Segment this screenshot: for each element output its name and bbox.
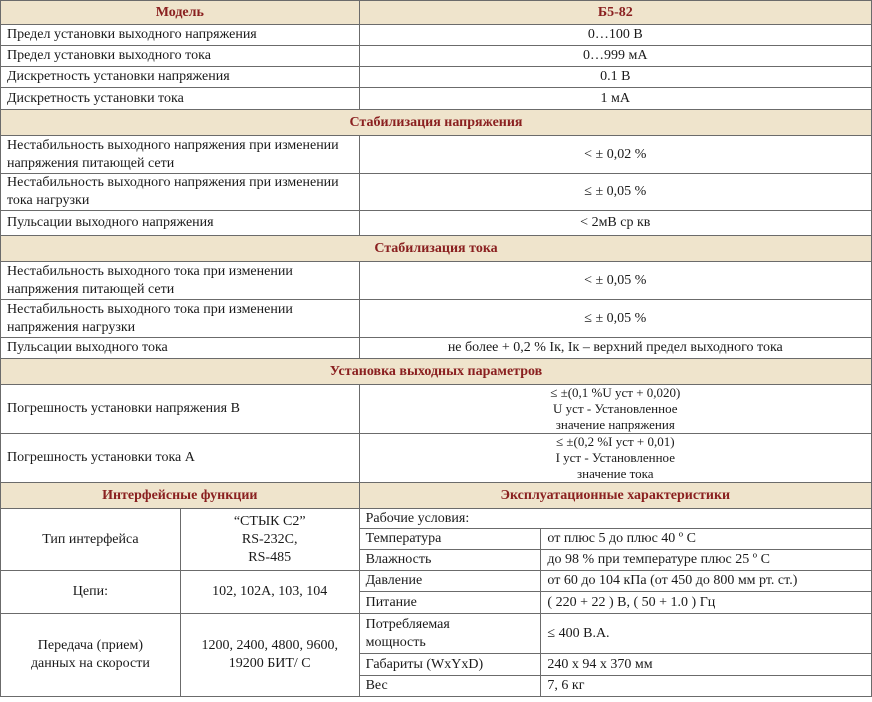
value-cell: от плюс 5 до плюс 40 º С	[541, 529, 872, 550]
section-header-operation: Эксплуатационные характеристики	[359, 483, 871, 509]
table-row	[1, 300, 872, 338]
value-cell: < ± 0,05 %	[359, 262, 871, 300]
param-cell: Питание	[359, 592, 541, 614]
param-cell: Влажность	[359, 550, 541, 571]
value-cell: < 2мВ ср кв	[359, 211, 871, 236]
value-line: Потребляемая	[365, 616, 450, 632]
param-cell: Нестабильность выходного тока при изменении напряжения нагрузки	[1, 300, 360, 338]
value-line: 1200, 2400, 4800, 9600,	[201, 638, 338, 653]
param-cell: Погрешность установки тока А	[1, 434, 360, 483]
param-cell: Нестабильность выходного тока при изменении напряжения питающей сети	[1, 262, 360, 300]
table-row	[1, 67, 872, 88]
section-header-interface: Интерфейсные функции	[1, 483, 360, 509]
value-cell: 1 мА	[359, 88, 871, 110]
param-cell: Температура	[359, 529, 541, 550]
circuits-label: Цепи:	[1, 571, 181, 614]
section-header-output: Установка выходных параметров	[1, 359, 872, 385]
table-row	[1, 385, 872, 434]
interface-type-values	[180, 509, 359, 571]
value-cell: 240 х 94 х 370 мм	[541, 654, 872, 676]
value-cell: ≤ ± 0,05 %	[359, 300, 871, 338]
value-line: U уст - Установленное	[553, 401, 678, 416]
value-cell: до 98 % при температуре плюс 25 º С	[541, 550, 872, 571]
param-cell: Габариты (WxYxD)	[359, 654, 541, 676]
value-line: мощность	[365, 634, 426, 650]
table-row	[1, 614, 872, 654]
value-line: значение напряжения	[555, 417, 675, 432]
param-cell: Пульсации выходного тока	[1, 338, 360, 359]
model-value: Б5-82	[359, 1, 871, 25]
value-cell: ≤ 400 В.А.	[541, 614, 872, 654]
table-row	[1, 262, 872, 300]
speed-label	[1, 614, 181, 697]
table-row	[1, 46, 872, 67]
value-cell	[359, 385, 871, 434]
value-line: RS-232C,	[241, 531, 298, 547]
param-cell: Нестабильность выходного напряжения при изменении тока нагрузки	[1, 174, 360, 211]
table-row	[1, 338, 872, 359]
value-cell: ( 220 + 22 ) В, ( 50 + 1.0 ) Гц	[541, 592, 872, 614]
value-cell: < ± 0,02 %	[359, 136, 871, 174]
param-cell: Дискретность установки напряжения	[1, 67, 360, 88]
table-row	[1, 136, 872, 174]
value-line: ≤ ±(0,2 %I уст + 0,01)	[555, 434, 675, 449]
value-line: ≤ ±(0,1 %U уст + 0,020)	[550, 385, 681, 400]
value-line: I уст - Установленное	[555, 450, 675, 465]
param-cell: Предел установки выходного тока	[1, 46, 360, 67]
table-row	[1, 174, 872, 211]
value-line: RS-485	[248, 549, 292, 565]
table-row	[1, 571, 872, 592]
table-row	[1, 211, 872, 236]
value-cell: 0.1 В	[359, 67, 871, 88]
table-row	[1, 25, 872, 46]
param-cell: Дискретность установки тока	[1, 88, 360, 110]
section-header-voltage: Стабилизация напряжения	[1, 110, 872, 136]
value-cell: 7, 6 кг	[541, 676, 872, 697]
param-cell	[359, 614, 541, 654]
param-cell: Погрешность установки напряжения В	[1, 385, 360, 434]
value-cell: 0…999 мА	[359, 46, 871, 67]
param-cell: Вес	[359, 676, 541, 697]
value-line: данных на скорости	[30, 656, 150, 671]
circuits-value: 102, 102А, 103, 104	[180, 571, 359, 614]
value-cell: не более + 0,2 % Iк, Iк – верхний предел выходного тока	[359, 338, 871, 359]
speed-value	[180, 614, 359, 697]
value-cell: от 60 до 104 кПа (от 450 до 800 мм рт. ст.)	[541, 571, 872, 592]
param-cell: Пульсации выходного напряжения	[1, 211, 360, 236]
value-cell: ≤ ± 0,05 %	[359, 174, 871, 211]
param-cell: Нестабильность выходного напряжения при изменении напряжения питающей сети	[1, 136, 360, 174]
model-label: Модель	[1, 1, 360, 25]
section-header-current: Стабилизация тока	[1, 236, 872, 262]
table-row	[1, 434, 872, 483]
value-line: Передача (прием)	[37, 638, 144, 653]
conditions-label: Рабочие условия:	[359, 509, 871, 529]
value-line: значение тока	[577, 466, 654, 481]
value-line: 19200 БИТ/ С	[228, 656, 311, 671]
table-row	[1, 88, 872, 110]
value-line: “СТЫК С2”	[233, 513, 306, 529]
param-cell: Давление	[359, 571, 541, 592]
value-cell	[359, 434, 871, 483]
table-row	[1, 509, 872, 529]
param-cell: Предел установки выходного напряжения	[1, 25, 360, 46]
value-cell: 0…100 В	[359, 25, 871, 46]
interface-type-label: Тип интерфейса	[1, 509, 181, 571]
